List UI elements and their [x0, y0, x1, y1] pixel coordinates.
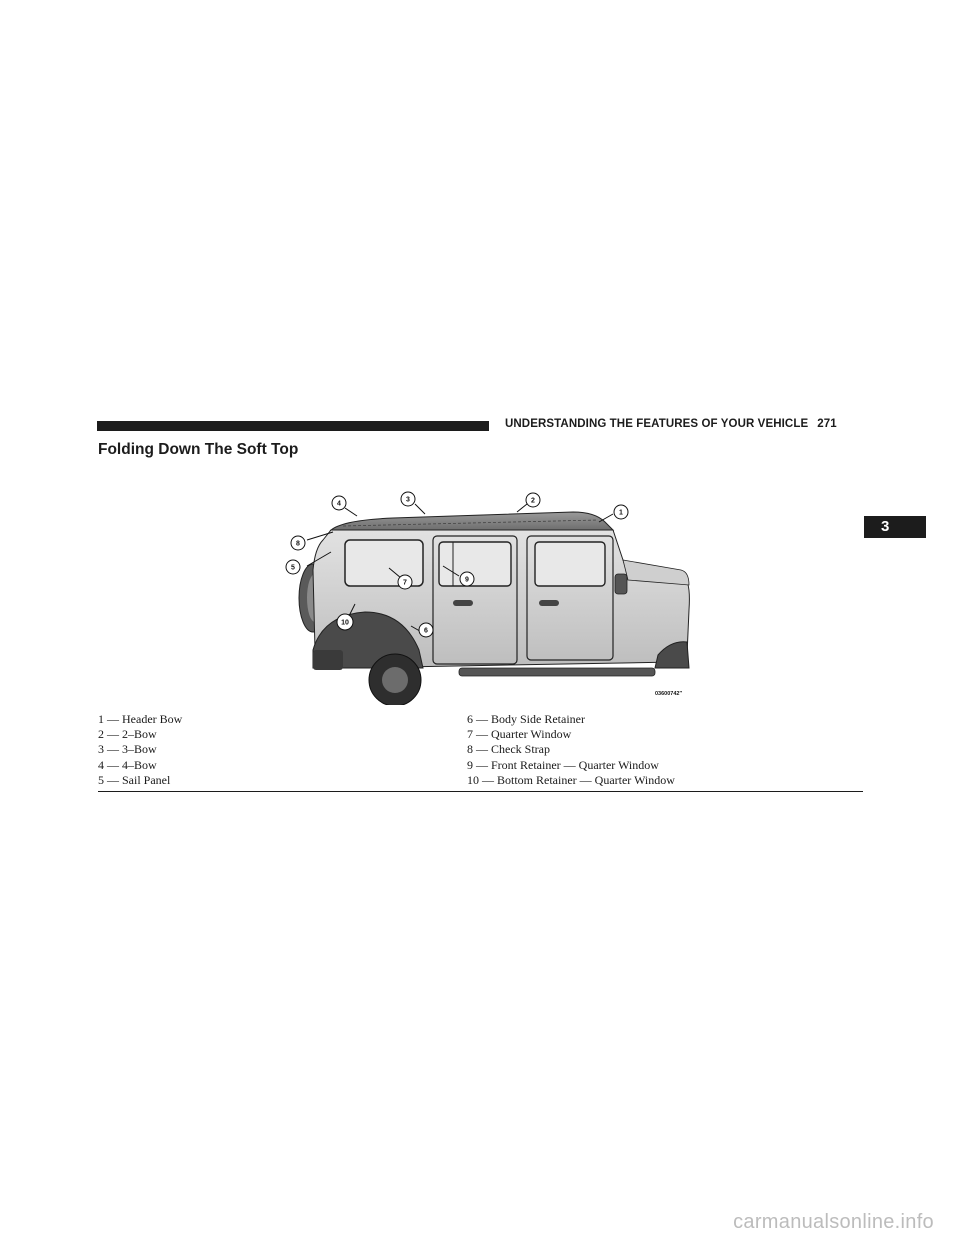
svg-text:2: 2	[531, 497, 535, 505]
header-section-title: UNDERSTANDING THE FEATURES OF YOUR VEHICLE	[505, 418, 809, 430]
svg-text:3: 3	[406, 496, 410, 504]
vehicle-illustration	[283, 490, 703, 705]
page-number: 271	[817, 418, 837, 430]
callout-3	[401, 492, 415, 506]
callout-4	[332, 496, 346, 510]
callout-8	[291, 536, 305, 550]
legend-item: 8 — Check Strap	[467, 742, 550, 757]
running-header	[505, 418, 837, 430]
legend-item: 1 — Header Bow	[98, 712, 183, 726]
legend-item: 7 — Quarter Window	[467, 727, 572, 742]
legend-item: 3 — 3–Bow	[98, 742, 157, 757]
legend-item: 9 — Front Retainer — Quarter Window	[467, 757, 659, 772]
callout-9	[460, 572, 474, 586]
callout-1	[614, 505, 628, 519]
legend-left-column	[98, 712, 182, 788]
legend-item: 6 — Body Side Retainer	[467, 712, 585, 726]
callout-10	[337, 614, 353, 630]
svg-text:9: 9	[465, 576, 469, 584]
soft-top-figure	[283, 490, 703, 705]
legend-item: 5 — Sail Panel	[98, 772, 171, 787]
svg-text:8: 8	[296, 540, 300, 548]
figure-code: 03600742″	[655, 691, 683, 697]
legend-right-column	[467, 712, 675, 788]
watermark: carmanualsonline.info	[733, 1211, 934, 1233]
section-title: Folding Down The Soft Top	[98, 441, 299, 458]
legend-bottom-rule	[98, 791, 863, 792]
svg-text:5: 5	[291, 564, 295, 572]
legend-item: 2 — 2–Bow	[98, 727, 157, 742]
svg-text:1: 1	[619, 509, 623, 517]
legend-item: 10 — Bottom Retainer — Quarter Window	[467, 772, 675, 787]
callout-2	[526, 493, 540, 507]
svg-text:4: 4	[337, 500, 341, 508]
callout-5	[286, 560, 300, 574]
svg-text:7: 7	[403, 579, 407, 587]
callout-6	[419, 623, 433, 637]
svg-text:6: 6	[424, 627, 428, 635]
header-bar	[97, 421, 489, 431]
legend-item: 4 — 4–Bow	[98, 757, 157, 772]
svg-text:10: 10	[341, 619, 349, 627]
chapter-tab: 3	[864, 516, 926, 538]
callout-7	[398, 575, 412, 589]
